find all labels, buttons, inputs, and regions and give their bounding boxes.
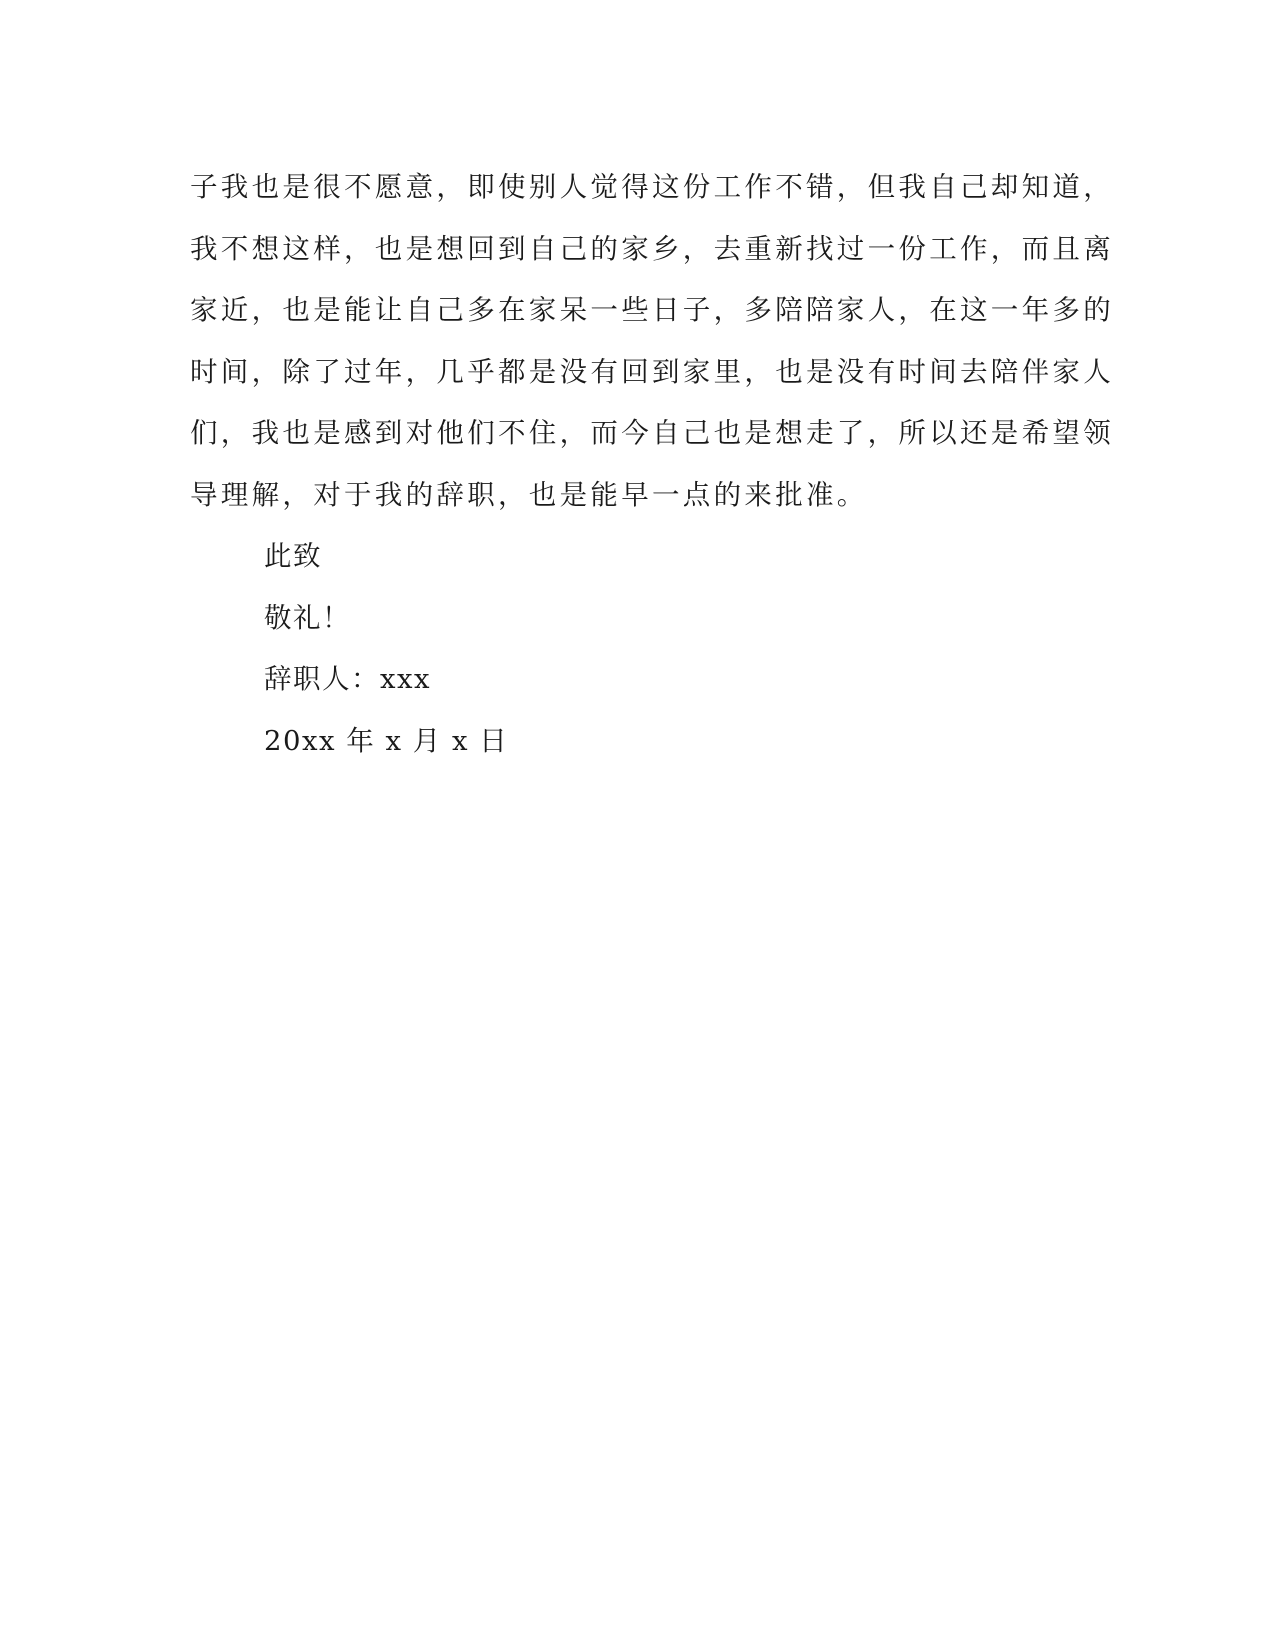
paragraph-line: 家近，也是能让自己多在家呆一些日子，多陪陪家人，在这一年多的 [190,294,1114,327]
letter-body-paragraph [190,157,1114,527]
paragraph-line: 们，我也是感到对他们不住，而今自己也是想走了，所以还是希望领 [190,417,1114,450]
date-line: 20xx 年 x 月 x 日 [264,724,509,757]
paragraph-line: 子我也是很不愿意，即使别人觉得这份工作不错，但我自己却知道， [190,171,1114,203]
closing-salutation: 此致 [264,540,322,572]
closing-regards: 敬礼！ [264,601,351,634]
paragraph-line: 时间，除了过年，几乎都是没有回到家里，也是没有时间去陪伴家人 [190,355,1114,388]
letter-closing [264,526,508,772]
signature-line: 辞职人：xxx [264,663,432,696]
paragraph-line: 我不想这样，也是想回到自己的家乡，去重新找过一份工作，而且离 [190,232,1114,265]
paragraph-line: 导理解，对于我的辞职，也是能早一点的来批准。 [190,478,868,511]
